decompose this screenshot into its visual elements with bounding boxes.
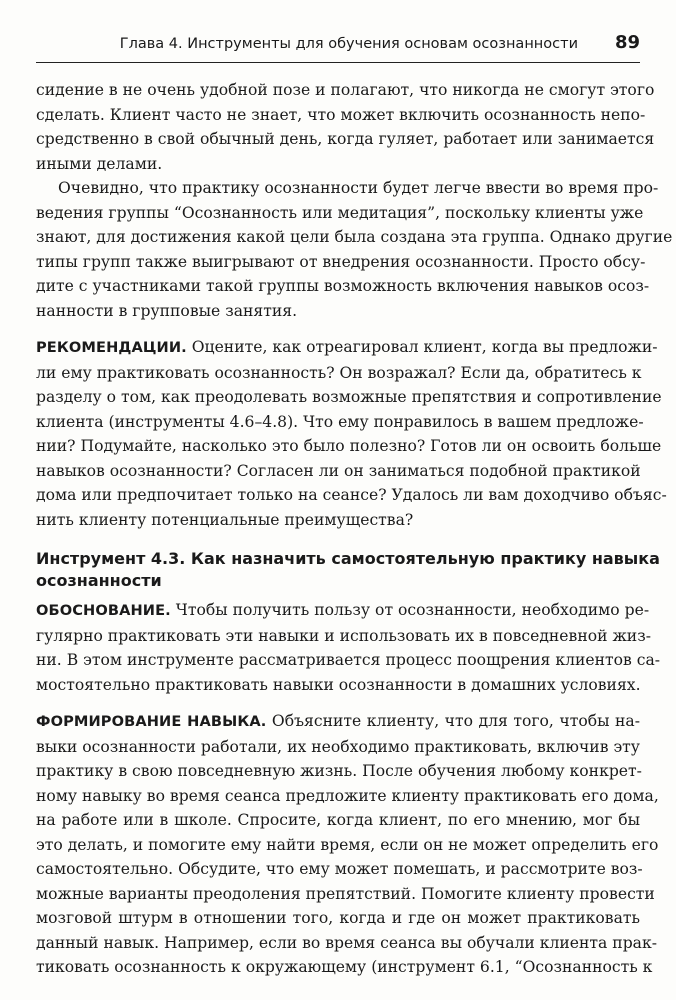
text-line: ни. В этом инструменте рассматривается процесс поощрения клиентов са- xyxy=(36,651,661,669)
text-line: разделу о том, как преодолевать возможные препятствия и сопротивление xyxy=(36,388,662,406)
running-header xyxy=(36,34,640,63)
text-line: навыков осознанности? Согласен ли он заниматься подобной практикой xyxy=(36,461,641,480)
text-line: это делать, и помогите ему найти время, если он не может определить его xyxy=(36,835,659,854)
text-line xyxy=(36,335,658,361)
paragraph-skill-building xyxy=(36,709,659,980)
section-label-skill-building: ФОРМИРОВАНИЕ НАВЫКА. xyxy=(36,713,267,730)
text-run: Чтобы получить пользу от осознанности, необходимо ре- xyxy=(170,601,650,619)
text-line: сделать. Клиент часто не знает, что может включить осознанность непо- xyxy=(36,105,646,124)
paragraph-rationale xyxy=(36,598,661,697)
section-label-rationale: ОБОСНОВАНИЕ. xyxy=(36,602,171,619)
text-line: ли ему практиковать осознанность? Он возражал? Если да, обратитесь к xyxy=(36,363,642,382)
text-line: нанности в групповые занятия. xyxy=(36,301,298,320)
text-line: нить клиенту потенциальные преимущества? xyxy=(36,510,414,529)
text-line: данный навык. Например, если во время сеанса вы обучали клиента прак- xyxy=(36,933,657,952)
section-label-recommendations: РЕКОМЕНДАЦИИ. xyxy=(36,339,187,356)
paragraph-groups xyxy=(36,176,673,323)
text-line: можные варианты преодоления препятствий. Помогите клиенту провести xyxy=(36,884,655,903)
text-line: на работе или в школе. Спросите, когда клиент, по его мнению, мог бы xyxy=(36,811,640,829)
text-line: дома или предпочитает только на сеансе? Удалось ли вам доходчиво объяс- xyxy=(36,486,667,504)
text-line xyxy=(36,598,650,624)
text-line: мозговой штурм в отношении того, когда и где он может практиковать xyxy=(36,909,640,927)
text-run: Оцените, как отреагировал клиент, когда вы предложи- xyxy=(186,338,658,356)
text-line: дите с участниками такой группы возможность включения навыков осоз- xyxy=(36,277,650,295)
page-number: 89 xyxy=(614,32,640,53)
text-line: ному навыку во время сеанса предложите клиенту практиковать его дома, xyxy=(36,786,659,805)
text-line: иными делами. xyxy=(36,154,163,173)
heading-line: осознанности xyxy=(36,571,162,590)
text-line: мостоятельно практиковать навыки осознанности в домашних условиях. xyxy=(36,675,641,694)
text-line: знают, для достижения какой цели была создана эта группа. Однако другие xyxy=(36,228,673,246)
chapter-title: Глава 4. Инструменты для обучения основам осознанности xyxy=(119,36,578,52)
text-line: самостоятельно. Обсудите, что ему может помешать, и рассмотрите воз- xyxy=(36,860,643,878)
paragraph-recommendations xyxy=(36,335,667,532)
tool-heading xyxy=(36,548,660,592)
text-line: сидение в не очень удобной позе и полагают, что никогда не смогут этого xyxy=(36,81,655,99)
text-line: ведения группы “Осознанность или медитация”, поскольку клиенты уже xyxy=(36,203,644,222)
text-line: гулярно практиковать эти навыки и использовать их в повседневной жиз- xyxy=(36,626,651,645)
page-body xyxy=(36,78,673,980)
text-line: типы групп также выигрывают от внедрения осознанности. Просто обсу- xyxy=(36,252,646,271)
text-line: средственно в свой обычный день, когда гуляет, работает или занимается xyxy=(36,130,655,148)
text-line: практику в свою повседневную жизнь. После обучения любому конкрет- xyxy=(36,762,642,780)
text-line xyxy=(36,709,640,735)
text-run: Объясните клиенту, что для того, чтобы на- xyxy=(266,712,640,730)
heading-line: Инструмент 4.3. Как назначить самостоятельную практику навыка xyxy=(36,549,660,568)
text-line: клиента (инструменты 4.6–4.8). Что ему понравилось в вашем предложе- xyxy=(36,412,644,431)
text-line: нии? Подумайте, насколько это было полезно? Готов ли он освоить больше xyxy=(36,437,662,455)
text-line: тиковать осознанность к окружающему (инструмент 6.1, “Осознанность к xyxy=(36,958,653,976)
text-line: выки осознанности работали, их необходимо практиковать, включив эту xyxy=(36,737,640,756)
text-line: Очевидно, что практику осознанности будет легче ввести во время про- xyxy=(58,179,659,197)
paragraph-continued xyxy=(36,78,655,176)
